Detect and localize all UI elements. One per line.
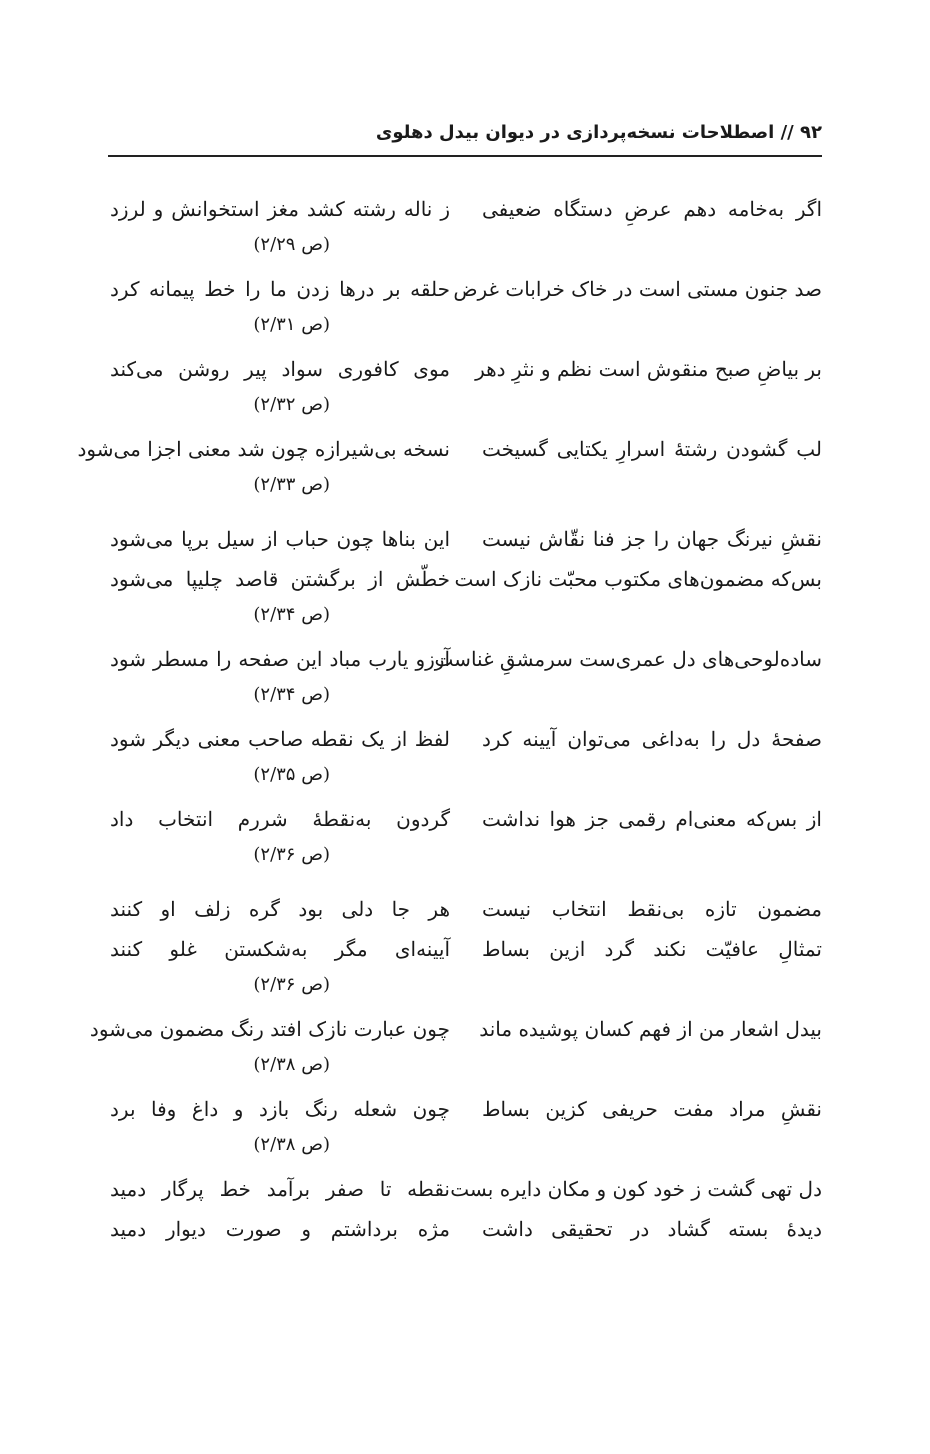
page-reference: (ص ۲/۳۱) [253, 314, 330, 335]
verse-right: اگر به‌خامه دهم عرضِ دستگاه ضعیفی [482, 197, 822, 221]
verse-right: نقشِ مراد مفت حریفی کزین بساط [482, 1097, 822, 1121]
verse-left: نسخه بی‌شیرازه چون شد معنی اجزا می‌شود [77, 437, 450, 461]
page-reference: (ص ۲/۳۸) [253, 1054, 330, 1075]
verse-right: ساده‌لوحی‌های دل عمری‌ست سرمشقِ غناست [434, 647, 822, 671]
page-reference: (ص ۲/۳۶) [253, 844, 330, 865]
verse-left: مژه برداشتم و صورت دیوار دمید [110, 1217, 450, 1241]
header-rule [108, 155, 822, 157]
page-reference: (ص ۲/۳۴) [253, 604, 330, 625]
page-reference: (ص ۲/۳۳) [253, 474, 330, 495]
verse-left: چون عبارت نازک افتد رنگ مضمون می‌شود [89, 1017, 450, 1041]
verse-right: تمثالِ عافیّت نکند گرد ازین بساط [482, 937, 822, 961]
verse-right: بیدل اشعار من از فهم کسان پوشیده ماند [479, 1017, 822, 1041]
verse-left: آرزو یارب مباد این صفحه را مسطر شود [110, 647, 450, 671]
page-reference: (ص ۲/۳۶) [253, 974, 330, 995]
verse-left: حلقه بر درها زدن ما را خط پیمانه کرد [110, 277, 450, 301]
running-header [108, 120, 822, 158]
verse-right: از بس‌که معنی‌ام رقمی جز هوا نداشت [482, 807, 822, 831]
verse-left: موی کافوری سواد پیر روشن می‌کند [110, 357, 450, 381]
page-reference: (ص ۲/۳۵) [253, 764, 330, 785]
verse-right: لب گشودن رشتهٔ اسرارِ یکتایی گسیخت [482, 437, 822, 461]
verse-right: صد جنون مستی است در خاک خرابات غرض [453, 277, 822, 301]
verse-left: چون شعله رنگ بازد و داغ وفا برد [110, 1097, 450, 1121]
verse-right: صفحهٔ دل را به‌داغی می‌توان آیینه کرد [482, 727, 822, 751]
page-reference: (ص ۲/۳۲) [253, 394, 330, 415]
verse-left: هر جا دلی بود گره زلف او کنند [110, 897, 450, 921]
verse-left: نقطه تا صفر برآمد خط پرگار دمید [110, 1177, 450, 1201]
verse-right: دیدهٔ بسته گشاد در تحقیقی داشت [482, 1217, 822, 1241]
page-reference: (ص ۲/۳۴) [253, 684, 330, 705]
page-reference: (ص ۲/۳۸) [253, 1134, 330, 1155]
verse-right: مضمون تازه بی‌نقط انتخاب نیست [482, 897, 822, 921]
verse-left: ز ناله رشته کشد مغز استخوانش و لرزد [110, 197, 450, 221]
verse-left: این بناها چون حباب از سیل برپا می‌شود [110, 527, 450, 551]
verse-right: بر بیاضِ صبح منقوش است نظم و نثرِ دهر [475, 357, 822, 381]
verse-right: بس‌که مضمون‌های مکتوب محبّت نازک است [454, 567, 822, 591]
verse-left: خطّش از برگشتن قاصد چلیپا می‌شود [110, 567, 450, 591]
verse-left: آیینه‌ای مگر به‌شکستن غلو کنند [110, 937, 450, 961]
verse-right: دل تهی گشت ز خود کون و مکان دایره بست [450, 1177, 822, 1201]
page-reference: (ص ۲/۲۹) [253, 234, 330, 255]
verse-left: گردون به‌نقطهٔ شررم انتخاب داد [110, 807, 450, 831]
verse-left: لفظ از یک نقطه صاحب معنی دیگر شود [110, 727, 450, 751]
verse-right: نقشِ نیرنگ جهان را جز فنا نقّاش نیست [482, 527, 822, 551]
header-title: ۹۲ // اصطلاحات نسخه‌پردازی در دیوان بیدل دهلوی [375, 122, 822, 143]
